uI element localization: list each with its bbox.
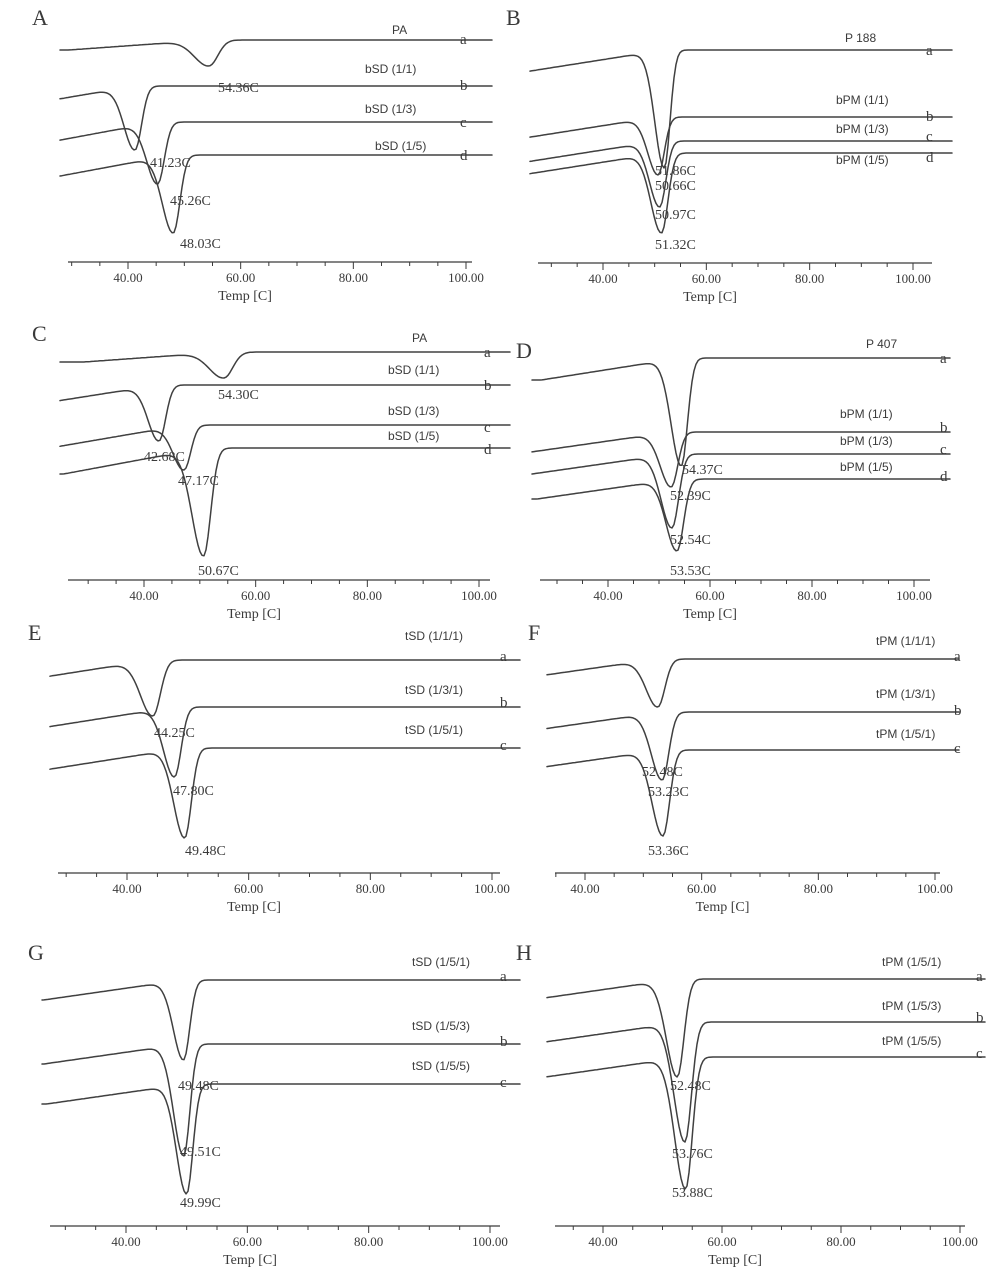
thermogram-curve-d <box>60 448 510 556</box>
peak-temperature-label: 54.36C <box>218 81 259 96</box>
series-name-label: bSD (1/3) <box>365 102 417 116</box>
series-name-label: tPM (1/5/3) <box>882 999 942 1013</box>
curve-letter: b <box>940 420 948 436</box>
curve-letter: c <box>484 420 491 436</box>
x-tick-label: 40.00 <box>570 881 600 896</box>
panel-b <box>506 5 952 305</box>
x-tick-label: 40.00 <box>129 588 159 603</box>
peak-temperature-label: 53.53C <box>670 564 711 579</box>
x-tick-label: 100.00 <box>472 1234 508 1249</box>
peak-temperature-label: 53.36C <box>648 844 689 859</box>
thermogram-curve-a <box>60 40 492 66</box>
peak-temperature-label: 50.66C <box>655 179 696 194</box>
curve-letter: a <box>484 345 491 361</box>
thermogram-curve-c <box>530 141 952 207</box>
panel-letter: D <box>516 338 532 363</box>
curve-letter: b <box>954 703 962 719</box>
thermogram-curve-c <box>50 748 520 838</box>
panel-f <box>528 620 962 915</box>
thermogram-curve-c <box>547 1057 985 1189</box>
panel-d <box>516 337 950 622</box>
panel-g <box>28 940 520 1268</box>
series-name-label: tPM (1/3/1) <box>876 687 936 701</box>
x-tick-label: 40.00 <box>593 588 623 603</box>
peak-temperature-label: 53.76C <box>672 1147 713 1162</box>
series-name-label: tPM (1/1/1) <box>876 634 936 648</box>
panel-h <box>516 940 985 1268</box>
thermogram-curve-a <box>547 979 985 1077</box>
x-tick-label: 60.00 <box>234 881 264 896</box>
series-name-label: tSD (1/3/1) <box>405 683 464 697</box>
x-tick-label: 40.00 <box>588 271 618 286</box>
thermogram-curve-d <box>60 155 492 233</box>
curve-letter: b <box>460 78 468 94</box>
x-tick-label: 80.00 <box>338 270 368 285</box>
peak-temperature-label: 52.48C <box>670 1079 711 1094</box>
series-name-label: bSD (1/5) <box>388 429 440 443</box>
curve-letter: c <box>500 738 507 754</box>
panel-letter: B <box>506 5 521 30</box>
series-name-label: bSD (1/5) <box>375 139 427 153</box>
x-tick-label: 40.00 <box>111 1234 141 1249</box>
x-axis-title: Temp [C] <box>227 607 281 622</box>
peak-temperature-label: 45.26C <box>170 194 211 209</box>
curve-letter: a <box>500 969 507 985</box>
series-name-label: PA <box>392 23 408 37</box>
panel-a <box>32 5 492 304</box>
series-name-label: P 188 <box>845 31 877 45</box>
x-axis-title: Temp [C] <box>227 900 281 915</box>
peak-temperature-label: 44.25C <box>154 726 195 741</box>
peak-temperature-label: 54.30C <box>218 388 259 403</box>
series-name-label: bPM (1/1) <box>836 93 889 107</box>
curve-letter: d <box>926 150 934 166</box>
curve-letter: c <box>976 1046 983 1062</box>
peak-temperature-label: 47.17C <box>178 474 219 489</box>
thermogram-curve-b <box>60 86 492 150</box>
panel-letter: F <box>528 620 541 645</box>
peak-temperature-label: 51.86C <box>655 164 696 179</box>
series-name-label: tSD (1/5/1) <box>412 955 471 969</box>
x-axis-title: Temp [C] <box>695 900 750 915</box>
thermogram-curve-a <box>530 50 952 168</box>
panel-e <box>28 620 520 915</box>
x-tick-label: 80.00 <box>826 1234 856 1249</box>
x-tick-label: 60.00 <box>241 588 271 603</box>
x-axis-title: Temp [C] <box>683 290 737 305</box>
x-tick-label: 80.00 <box>795 271 825 286</box>
peak-temperature-label: 50.67C <box>198 564 239 579</box>
peak-temperature-label: 52.39C <box>670 489 711 504</box>
series-name-label: tPM (1/5/1) <box>876 727 936 741</box>
panel-letter: C <box>32 321 47 346</box>
series-name-label: bPM (1/3) <box>836 122 889 136</box>
panel-letter: H <box>516 940 532 965</box>
x-tick-label: 60.00 <box>695 588 725 603</box>
thermogram-curve-d <box>530 153 952 233</box>
curve-letter: a <box>954 649 961 665</box>
peak-temperature-label: 49.99C <box>180 1196 221 1211</box>
series-name-label: bPM (1/1) <box>840 407 893 421</box>
curve-letter: a <box>926 43 933 59</box>
x-tick-label: 100.00 <box>895 271 931 286</box>
curve-letter: a <box>460 32 467 48</box>
x-tick-label: 60.00 <box>226 270 256 285</box>
curve-letter: d <box>940 469 948 485</box>
series-name-label: bSD (1/1) <box>388 363 440 377</box>
x-axis-title: Temp [C] <box>708 1253 762 1268</box>
curve-letter: c <box>500 1075 507 1091</box>
series-name-label: bPM (1/5) <box>840 460 893 474</box>
curve-letter: b <box>500 695 508 711</box>
series-name-label: tSD (1/5/1) <box>405 723 464 737</box>
x-axis-title: Temp [C] <box>223 1253 277 1268</box>
panel-letter: A <box>32 5 48 30</box>
x-tick-label: 60.00 <box>687 881 717 896</box>
panel-c <box>32 321 510 622</box>
x-tick-label: 100.00 <box>942 1234 978 1249</box>
thermogram-curve-b <box>60 385 510 441</box>
curve-letter: d <box>460 148 468 164</box>
curve-letter: a <box>940 351 947 367</box>
series-name-label: tPM (1/5/1) <box>882 955 942 969</box>
peak-temperature-label: 47.80C <box>173 784 214 799</box>
curve-letter: b <box>500 1034 508 1050</box>
x-tick-label: 40.00 <box>113 270 143 285</box>
peak-temperature-label: 49.48C <box>185 844 226 859</box>
series-name-label: tSD (1/1/1) <box>405 629 464 643</box>
peak-temperature-label: 53.88C <box>672 1186 713 1201</box>
x-axis-title: Temp [C] <box>218 289 272 304</box>
peak-temperature-label: 41.23C <box>150 156 191 171</box>
x-tick-label: 80.00 <box>803 881 833 896</box>
thermogram-curve-b <box>547 712 959 780</box>
peak-temperature-label: 49.51C <box>180 1145 221 1160</box>
peak-temperature-label: 42.68C <box>144 450 185 465</box>
thermogram-curve-d <box>532 479 950 551</box>
peak-temperature-label: 54.37C <box>682 463 723 478</box>
thermogram-curve-c <box>547 750 959 836</box>
curve-letter: a <box>500 649 507 665</box>
series-name-label: bPM (1/3) <box>840 434 893 448</box>
x-tick-label: 100.00 <box>448 270 484 285</box>
series-name-label: PA <box>412 331 428 345</box>
x-axis-title: Temp [C] <box>683 607 737 622</box>
x-tick-label: 80.00 <box>797 588 827 603</box>
curve-letter: b <box>976 1010 984 1026</box>
peak-temperature-label: 51.32C <box>655 238 696 253</box>
peak-temperature-label: 52.48C <box>642 765 683 780</box>
x-tick-label: 40.00 <box>112 881 142 896</box>
curve-letter: c <box>460 115 467 131</box>
thermogram-curve-b <box>50 707 520 777</box>
thermogram-curve-a <box>60 352 510 378</box>
series-name-label: tPM (1/5/5) <box>882 1034 942 1048</box>
x-tick-label: 100.00 <box>896 588 932 603</box>
peak-temperature-label: 50.97C <box>655 208 696 223</box>
curve-letter: c <box>954 741 961 757</box>
peak-temperature-label: 48.03C <box>180 237 221 252</box>
thermogram-curve-b <box>530 117 952 175</box>
panel-letter: G <box>28 940 44 965</box>
x-tick-label: 60.00 <box>707 1234 737 1249</box>
x-tick-label: 100.00 <box>917 881 953 896</box>
x-tick-label: 80.00 <box>354 1234 384 1249</box>
x-tick-label: 60.00 <box>232 1234 262 1249</box>
curve-letter: a <box>976 969 983 985</box>
peak-temperature-label: 53.23C <box>648 785 689 800</box>
curve-letter: c <box>926 129 933 145</box>
series-name-label: P 407 <box>866 337 898 351</box>
panel-letter: E <box>28 620 42 645</box>
series-name-label: bSD (1/1) <box>365 62 417 76</box>
curve-letter: c <box>940 442 947 458</box>
curve-letter: d <box>484 442 492 458</box>
peak-temperature-label: 52.54C <box>670 533 711 548</box>
curve-letter: b <box>484 378 492 394</box>
series-name-label: tSD (1/5/3) <box>412 1019 471 1033</box>
x-tick-label: 60.00 <box>691 271 721 286</box>
series-name-label: bPM (1/5) <box>836 153 889 167</box>
series-name-label: tSD (1/5/5) <box>412 1059 471 1073</box>
curve-letter: b <box>926 109 934 125</box>
x-tick-label: 100.00 <box>474 881 510 896</box>
peak-temperature-label: 49.48C <box>178 1079 219 1094</box>
series-name-label: bSD (1/3) <box>388 404 440 418</box>
x-tick-label: 100.00 <box>461 588 497 603</box>
x-tick-label: 80.00 <box>352 588 382 603</box>
x-tick-label: 80.00 <box>355 881 385 896</box>
thermogram-curve-c <box>42 1084 520 1194</box>
x-tick-label: 40.00 <box>588 1234 618 1249</box>
